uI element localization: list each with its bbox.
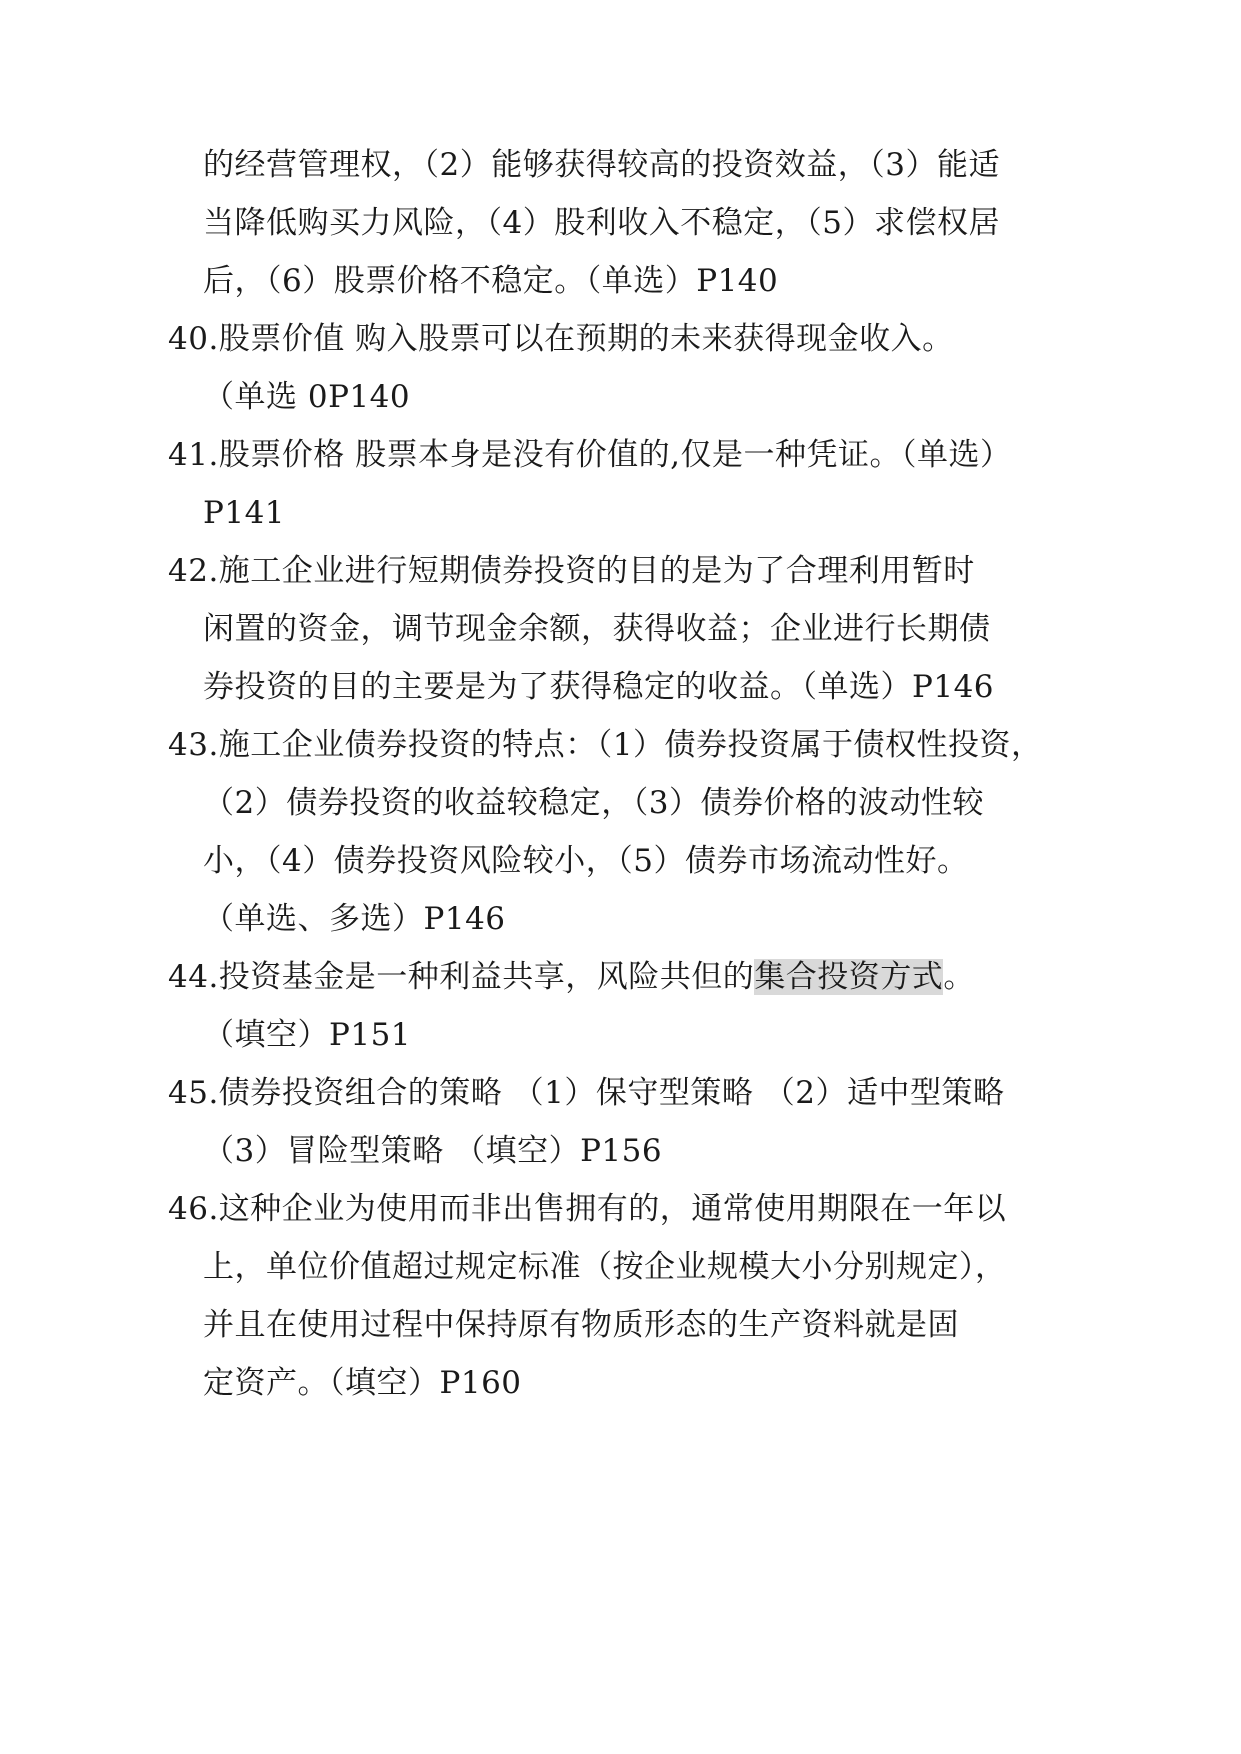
item-43-line-2: （2）债券投资的收益较稳定，（3）债券价格的波动性较 xyxy=(203,785,984,821)
item-44-line-2: （填空）P151 xyxy=(203,1017,412,1053)
item-41-line-1: 41.股票价格 股票本身是没有价值的,仅是一种凭证。（单选） xyxy=(168,437,1012,473)
item-43-line-3: 小，（4）债券投资风险较小，（5）债券市场流动性好。 xyxy=(203,843,969,879)
item-42-line-1: 42.施工企业进行短期债券投资的目的是为了合理利用暂时 xyxy=(168,553,975,589)
item-40-line-2: （单选 0P140 xyxy=(203,379,411,415)
item-46-line-4: 定资产。（填空）P160 xyxy=(203,1365,522,1401)
item-46-line-1: 46.这种企业为使用而非出售拥有的，通常使用期限在一年以 xyxy=(168,1191,1007,1227)
item-45-line-2: （3）冒险型策略 （填空）P156 xyxy=(203,1133,663,1169)
item-46-line-3: 并且在使用过程中保持原有物质形态的生产资料就是固 xyxy=(203,1307,959,1343)
item-44-line-1 xyxy=(168,957,975,997)
text-line-2: 当降低购买力风险，（4）股利收入不稳定，（5）求偿权居 xyxy=(203,205,1000,241)
item-41-line-2: P141 xyxy=(203,495,286,531)
item-42-line-3: 券投资的目的主要是为了获得稳定的收益。（单选）P146 xyxy=(203,669,995,705)
text-line-3: 后，（6）股票价格不稳定。（单选）P140 xyxy=(203,263,779,299)
item-45-line-1: 45.债券投资组合的策略 （1）保守型策略 （2）适中型策略 xyxy=(168,1075,1005,1111)
item-44-period: 。 xyxy=(943,959,975,995)
item-43-line-1: 43.施工企业债券投资的特点：（1）债券投资属于债权性投资， xyxy=(168,727,1043,763)
item-46-line-2: 上，单位价值超过规定标准（按企业规模大小分别规定）， xyxy=(203,1249,1007,1285)
item-43-line-4: （单选、多选）P146 xyxy=(203,901,506,937)
highlighted-term: 集合投资方式 xyxy=(754,959,944,995)
text-line-1: 的经营管理权，（2）能够获得较高的投资效益，（3）能适 xyxy=(203,147,1000,183)
item-40-line-1: 40.股票价值 购入股票可以在预期的未来获得现金收入。 xyxy=(168,321,954,357)
item-42-line-2: 闲置的资金，调节现金余额，获得收益；企业进行长期债 xyxy=(203,611,991,647)
item-44-text: 44.投资基金是一种利益共享，风险共但的 xyxy=(168,959,755,995)
